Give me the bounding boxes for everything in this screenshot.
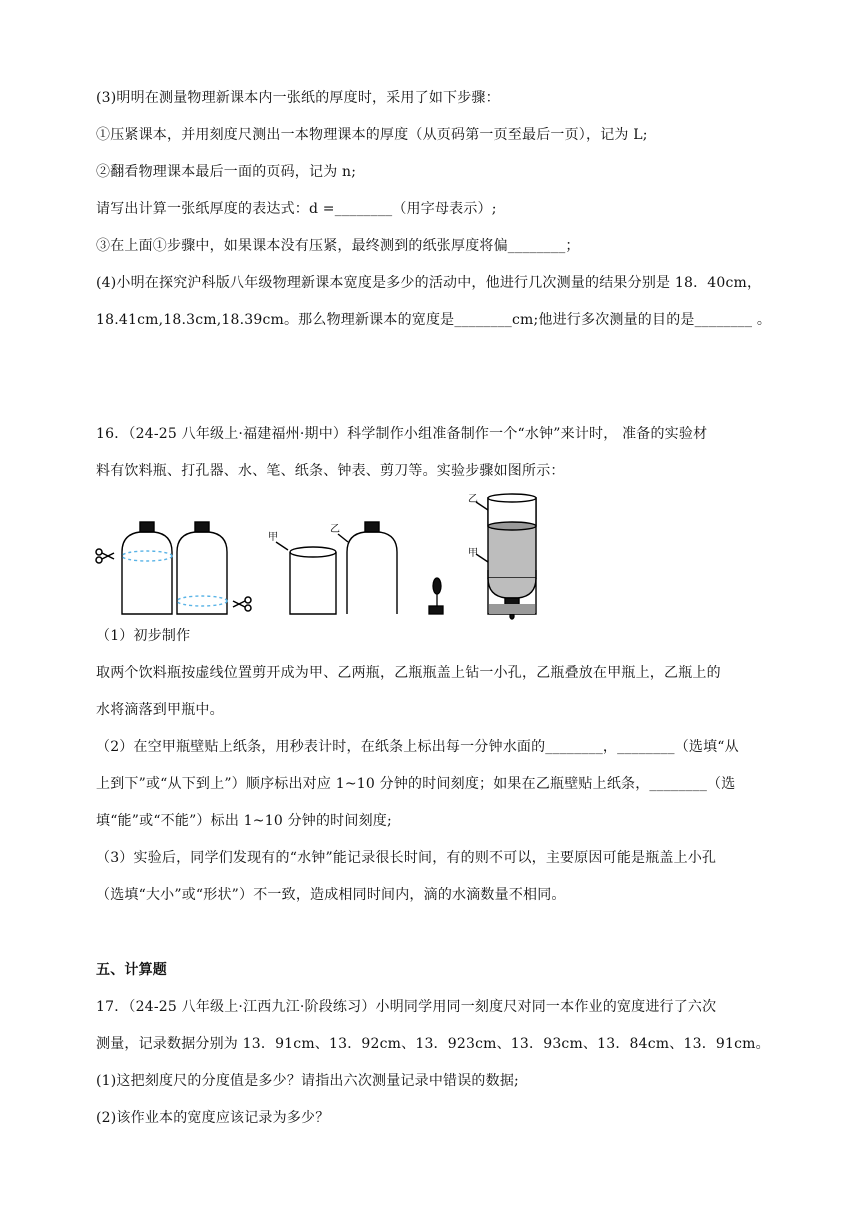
section-heading-calculation: 五、计算题 xyxy=(96,962,167,978)
q15-step2: ②翻看物理课本最后一面的页码，记为 n; xyxy=(96,164,357,180)
q16-part1-line2: 水将滴落到甲瓶中。 xyxy=(96,702,224,718)
bottle-cut-top xyxy=(122,522,172,614)
q16-part3-line2: （选填“大小”或“形状”）不一致，造成相同时间内，滴的水滴数量不相同。 xyxy=(96,887,566,903)
label-jia-2: 甲 xyxy=(468,548,478,559)
label-yi-2: 乙 xyxy=(468,494,478,505)
q17-line1: 17．（24-25 八年级上·江西九江·阶段练习）小明同学用同一刻度尺对同一本作业的宽度进行了六次 xyxy=(96,999,717,1015)
scissors-icon-2 xyxy=(233,597,251,611)
q17-line2: 测量，记录数据分别为 13．91cm、13．92cm、13．923cm、13．93cm、13．84cm、13．91cm。 xyxy=(96,1036,770,1052)
q15-step3: ③在上面①步骤中，如果课本没有压紧，最终测到的纸张厚度将偏________； xyxy=(96,238,580,254)
q16-part2-line3: 填“能”或“不能”）标出 1~10 分钟的时间刻度; xyxy=(96,813,392,829)
q16-line2: 料有饮料瓶、打孔器、水、笔、纸条、钟表、剪刀等。实验步骤如图所示： xyxy=(96,463,565,479)
q17-sub1: (1)这把刻度尺的分度值是多少？请指出六次测量记录中错误的数据; xyxy=(96,1073,519,1089)
bottle-yi xyxy=(338,522,397,614)
q15-expression: 请写出计算一张纸厚度的表达式：d =________（用字母表示）; xyxy=(96,201,497,217)
q15-part4-line1: (4)小明在探究沪科版八年级物理新课本宽度是多少的活动中，他进行几次测量的结果分别是 18．40cm， xyxy=(96,275,762,291)
q16-part2-line1: （2）在空甲瓶壁贴上纸条，用秒表计时，在纸条上标出每一分钟水面的________，________（选填“从 xyxy=(96,739,739,755)
q16-part3-line1: （3）实验后，同学们发现有的“水钟”能记录很长时间，有的则不可以，主要原因可能是瓶盖上小孔 xyxy=(96,850,717,866)
q17-sub2: (2)该作业本的宽度应该记录为多少？ xyxy=(96,1110,330,1126)
jar-jia xyxy=(276,542,336,614)
q15-part3-intro: (3)明明在测量物理新课本内一张纸的厚度时，采用了如下步骤： xyxy=(96,90,500,106)
q16-line1: 16．（24-25 八年级上·福建福州·期中）科学制作小组准备制作一个“水钟”来计时， 准备的实验材 xyxy=(96,426,708,442)
water-clock-assembly xyxy=(476,494,536,619)
water-clock-figure xyxy=(92,490,592,620)
label-yi-1: 乙 xyxy=(330,524,340,535)
q15-step1: ①压紧课本，并用刻度尺测出一本物理课本的厚度（从页码第一页至最后一页），记为 L; xyxy=(96,127,648,143)
q15-part4-line2: 18.41cm,18.3cm,18.39cm。那么物理新课本的宽度是________cm;他进行多次测量的目的是________ 。 xyxy=(96,312,772,328)
label-jia-1: 甲 xyxy=(268,532,278,543)
q16-part1-title: （1）初步制作 xyxy=(96,628,191,644)
q16-part2-line2: 上到下”或“从下到上”）顺序标出对应 1~10 分钟的时间刻度；如果在乙瓶壁贴上纸条，________（选 xyxy=(96,776,736,792)
punch-tool-icon xyxy=(429,578,443,614)
scissors-icon xyxy=(96,549,114,563)
bottle-cut-bottom xyxy=(177,522,227,614)
q16-part1-line1: 取两个饮料瓶按虚线位置剪开成为甲、乙两瓶，乙瓶瓶盖上钻一小孔，乙瓶叠放在甲瓶上，乙瓶上的 xyxy=(96,665,721,681)
